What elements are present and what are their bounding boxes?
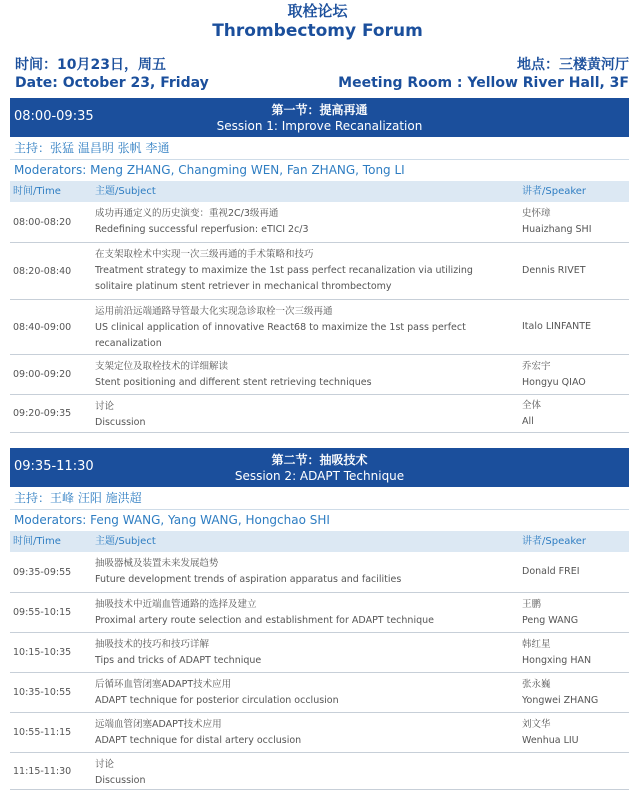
table-row (10, 673, 629, 713)
subject-chinese: 后循环血管闭塞ADAPT技术应用 (95, 679, 232, 690)
row-subject (95, 359, 505, 391)
title-english: Thrombectomy Forum (212, 21, 423, 41)
subject-english: Proximal artery route selection and establishment for ADAPT technique (95, 615, 434, 626)
subject-english: Treatment strategy to maximize the 1st pass perfect recanalization via utilizing solitaire platinum stent retriever in mechanical thrombectomy (95, 265, 473, 292)
row-time: 09:35-09:55 (13, 566, 72, 578)
session-2 (10, 448, 629, 790)
row-subject (95, 597, 505, 629)
row-subject (95, 304, 505, 352)
speaker-english: Huaizhang SHI (522, 224, 592, 235)
session-moderators: Moderators: Meng ZHANG, Changming WEN, Fan ZHANG, Tong LI (14, 163, 405, 177)
session-title-chinese: 第二节：抽吸技术 (271, 453, 368, 467)
row-subject (95, 637, 505, 669)
speaker-english: Donald FREI (522, 566, 580, 577)
subject-chinese: 抽吸技术的技巧和技巧详解 (95, 639, 210, 650)
date-chinese: 时间：10月23日，周五 (15, 57, 166, 73)
column-subject: 主题/Subject (95, 536, 156, 547)
date-info (15, 56, 209, 93)
subject-english: Discussion (95, 775, 146, 786)
session-moderators: Moderators: Feng WANG, Yang WANG, Hongchao SHI (14, 513, 330, 527)
speaker-chinese: 张永巍 (522, 678, 551, 690)
row-subject (95, 717, 505, 749)
row-time: 08:20-08:40 (13, 265, 72, 277)
page-title (0, 0, 635, 48)
row-time: 10:15-10:35 (13, 647, 72, 658)
table-row (10, 713, 629, 753)
row-subject (95, 247, 505, 295)
speaker-chinese: 刘文华 (522, 718, 551, 730)
subject-english: Future development trends of aspiration apparatus and facilities (95, 574, 402, 585)
row-time: 10:35-10:55 (13, 687, 72, 698)
subject-english: US clinical application of innovative React68 to maximize the 1st pass perfect recanalization (95, 322, 466, 349)
subject-chinese: 运用前沿远端通路导管最大化实现急诊取栓一次三级再通 (95, 306, 333, 317)
session-host: 主持：王峰 汪阳 施洪超 (10, 487, 629, 510)
location-chinese: 地点：三楼黄河厅 (517, 57, 629, 73)
speaker-english: Italo LINFANTE (522, 321, 592, 332)
column-header-row (10, 181, 629, 202)
row-subject (95, 556, 505, 588)
location-english: Meeting Room : Yellow River Hall, 3F (338, 75, 629, 91)
column-speaker: 讲者/Speaker (522, 536, 587, 547)
row-subject (95, 677, 505, 709)
speaker-english: Peng WANG (522, 614, 579, 626)
speaker-chinese: 王鹏 (522, 598, 542, 610)
session-gap (0, 433, 635, 448)
subject-chinese: 在支架取栓术中实现一次三级再通的手术策略和技巧 (95, 249, 314, 260)
row-time: 08:40-09:00 (13, 321, 72, 333)
session-time: 08:00-09:35 (14, 109, 94, 124)
session-host: 主持：张猛 温昌明 张帆 李通 (10, 137, 629, 160)
speaker-chinese: 史怀璋 (522, 208, 551, 219)
row-subject (95, 757, 505, 789)
row-speaker (522, 713, 632, 752)
subject-chinese: 讨论 (95, 759, 115, 770)
subject-english: Redefining successful reperfusion: eTICI 2c/3 (95, 224, 309, 235)
table-row (10, 633, 629, 673)
table-row (10, 552, 629, 593)
session-title (10, 98, 629, 134)
session-1 (10, 98, 629, 433)
session-header (10, 98, 629, 137)
subject-chinese: 抽吸器械及装置未来发展趋势 (95, 558, 219, 569)
location-info (338, 56, 629, 93)
table-row (10, 355, 629, 395)
table-row (10, 593, 629, 633)
row-speaker (522, 673, 632, 712)
session-time: 09:35-11:30 (14, 459, 94, 474)
row-speaker (522, 753, 632, 789)
subject-chinese: 支架定位及取栓技术的详细解读 (95, 361, 229, 372)
session-title-chinese: 第一节：提高再通 (271, 103, 368, 117)
column-subject: 主题/Subject (95, 186, 156, 197)
table-row (10, 300, 629, 355)
speaker-english: Yongwei ZHANG (522, 694, 599, 706)
speaker-chinese: 韩红星 (522, 638, 551, 650)
speaker-chinese: 乔宏宇 (522, 360, 551, 372)
column-time: 时间/Time (13, 186, 61, 197)
subject-english: ADAPT technique for distal artery occlusion (95, 735, 302, 746)
row-time: 08:00-08:20 (13, 216, 72, 228)
subject-chinese: 讨论 (95, 401, 115, 412)
subject-chinese: 抽吸技术中近端血管通路的选择及建立 (95, 599, 257, 610)
subject-english: ADAPT technique for posterior circulation occlusion (95, 695, 339, 706)
title-chinese: 取栓论坛 (287, 2, 348, 20)
row-time: 09:00-09:20 (13, 369, 72, 380)
speaker-english: Hongyu QIAO (522, 376, 586, 388)
speaker-english: All (522, 415, 534, 427)
event-info (15, 56, 629, 98)
row-time: 11:15-11:30 (13, 765, 72, 777)
table-row (10, 202, 629, 243)
row-time: 09:55-10:15 (13, 607, 72, 618)
row-speaker (522, 633, 632, 672)
column-speaker: 讲者/Speaker (522, 186, 587, 197)
row-time: 10:55-11:15 (13, 727, 72, 738)
row-time: 09:20-09:35 (13, 408, 72, 419)
subject-chinese: 成功再通定义的历史演变：重视2C/3级再通 (95, 208, 279, 219)
row-subject (95, 399, 505, 431)
table-row (10, 243, 629, 300)
row-speaker (522, 552, 632, 592)
row-speaker (522, 202, 632, 242)
speaker-english: Dennis RIVET (522, 265, 586, 276)
speaker-english: Wenhua LIU (522, 734, 579, 746)
subject-english: Tips and tricks of ADAPT technique (95, 655, 262, 666)
date-english: Date: October 23, Friday (15, 75, 209, 91)
row-speaker (522, 593, 632, 632)
subject-english: Discussion (95, 417, 146, 428)
table-row (10, 753, 629, 790)
session-header (10, 448, 629, 487)
row-speaker (522, 355, 632, 394)
row-speaker (522, 300, 632, 354)
subject-english: Stent positioning and different stent retrieving techniques (95, 377, 372, 388)
row-speaker (522, 395, 632, 432)
session-title-english: Session 2: ADAPT Technique (234, 469, 405, 483)
session-title (10, 448, 629, 484)
subject-chinese: 远端血管闭塞ADAPT技术应用 (95, 719, 222, 730)
table-row (10, 395, 629, 433)
column-header-row (10, 531, 629, 552)
row-subject (95, 206, 505, 238)
column-time: 时间/Time (13, 536, 61, 547)
speaker-chinese: 全体 (522, 399, 542, 411)
session-title-english: Session 1: Improve Recanalization (216, 119, 423, 133)
row-speaker (522, 243, 632, 299)
speaker-english: Hongxing HAN (522, 654, 592, 666)
